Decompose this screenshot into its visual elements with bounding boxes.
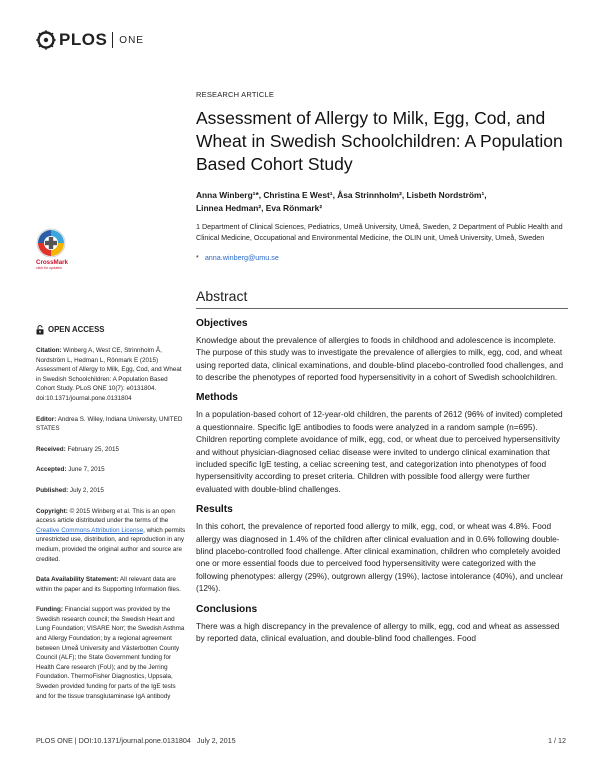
conclusions-text: There was a high discrepancy in the prevalence of allergy to milk, egg, cod and wheat as assessed by reported data, clinical evaluation, and double-blind food challenges. Food <box>196 620 560 644</box>
article-title: Assessment of Allergy to Milk, Egg, Cod, and Wheat in Swedish Schoolchildren: A Population Based Cohort Study <box>196 108 563 174</box>
email-marker: * <box>196 253 199 262</box>
funding-label: Funding: <box>36 606 63 614</box>
received-block <box>36 445 186 455</box>
accepted-date: June 7, 2015 <box>66 466 105 474</box>
license-link[interactable]: Creative Commons Attribution License <box>36 526 144 534</box>
accepted-label: Accepted: <box>36 466 67 474</box>
received-label: Received: <box>36 445 66 453</box>
affiliations: 1 Department of Clinical Sciences, Pediatrics, Umeå University, Umeå, Sweden, 2 Department of Public Health and Clinical Medicine, Occupational and Environmental Medicine, the OLIN unit, Umeå University, Umeå, Sweden <box>196 222 563 242</box>
published-block <box>36 486 186 496</box>
journal-name: ONE <box>119 34 144 46</box>
corresponding-email <box>196 253 568 262</box>
open-lock-icon <box>36 325 44 335</box>
objectives-text: Knowledge about the prevalence of allergies to foods in childhood and adolescence is incomplete. The purpose of this study was to investigate the prevalence of allergies to milk, egg, cod, and wheat using reported data, clinical examinations, and double-blind placebo-controlled food challenges, and to describe the phenotypes of reported food hypersensitivity in a cohort of Swedish schoolchildren. <box>196 334 564 383</box>
authors-line-2: Linnea Hedman², Eva Rönmark² <box>196 202 323 213</box>
author-list <box>196 189 568 214</box>
email-link[interactable]: anna.winberg@umu.se <box>204 253 279 262</box>
published-label: Published: <box>36 486 69 494</box>
crossmark-badge[interactable] <box>36 228 70 270</box>
conclusions-heading: Conclusions <box>196 603 258 615</box>
abstract-divider <box>196 308 568 309</box>
copyright-text-b: , which permits unrestricted use, distribution, and reproduction in any medium, provided the original author and source are credited. <box>36 526 186 563</box>
crossmark-label: CrossMark <box>36 259 68 266</box>
article-main <box>196 90 568 645</box>
brand-name: PLOS <box>59 30 108 49</box>
footer-citation: PLOS ONE | DOI:10.1371/journal.pone.0131804 July 2, 2015 <box>36 736 236 745</box>
methods-text: In a population-based cohort of 12-year-old children, the parents of 2612 (96% of invited) completed a questionnaire. Specific IgE antibodies to foods were analyzed in a random sample (n=695). Children reporting complete avoidance of milk, egg, cod, or wheat due to perceived hypersensitivity and without physician-diagnosed celiac disease were invited to undergo clinical examination that included specific IgE testing, a celiac screening test, and categorization into phenotypes of food hypersensitivity according to preset criteria. Children with possible food allergy were further evaluated with double-blind challenges. <box>196 409 563 494</box>
results-text: In this cohort, the prevalence of reported food allergy to milk, egg, cod, or wheat was 4.8%. Food allergy was diagnosed in 1.4% of the children after clinical evaluation and in 0.6% following double-blind placebo-controlled food challenge. After clinical examination, children who completely avoided one or more essential foods due to perceived food hypersensitivity were categorized with the following phenotypes: allergy (29%), outgrown allergy (19%), lactose intolerance (40%), and unclear (12%). <box>196 521 564 594</box>
citation-text: Winberg A, West CE, Strinnholm Å, Nordström L, Hedman L, Rönmark E (2015) Assessment of Allergy to Milk, Egg, Cod, and Wheat in Swedish Schoolchildren: A Population Based Cohort Study. PLoS ONE 10(7): e0131804. doi:10.1371/journal.pone.0131804 <box>36 347 182 402</box>
open-access-badge <box>36 325 186 335</box>
editor-label: Editor: <box>36 415 57 423</box>
authors-line-1: Anna Winberg¹*, Christina E West¹, Åsa Strinnholm², Lisbeth Nordström¹, <box>196 190 487 200</box>
received-date: February 25, 2015 <box>65 445 119 453</box>
article-sidebar <box>36 325 186 701</box>
citation-label: Citation: <box>36 347 62 354</box>
copyright-label: Copyright: <box>36 507 68 515</box>
accepted-block <box>36 465 186 475</box>
plos-one-logo[interactable] <box>36 30 144 50</box>
abstract-heading: Abstract <box>196 288 248 304</box>
plos-logo-icon <box>36 30 56 50</box>
data-availability-text: All relevant data are within the paper and its Supporting Information files. <box>36 576 181 593</box>
editor-block <box>36 415 186 434</box>
crossmark-icon <box>36 228 66 258</box>
methods-heading: Methods <box>196 392 238 404</box>
funding-text: Financial support was provided by the Swedish research council; the Swedish Heart and Lung Foundation; VISARE Norr; the Swedish Asthma and Allergy Foundation; by a regional agreement between Umeå University and Västerbotten County Council (ALF); the State Government funding for Health Care research (FoU); and by the Jerring Foundation. ThermoFisher Diagnostics, Uppsala, Sweden provided funding for parts of the IgE tests and for the tissue transglutaminase IgA antibody <box>36 606 185 700</box>
open-access-label: OPEN ACCESS <box>48 325 105 335</box>
data-availability-label: Data Availability Statement: <box>36 576 119 584</box>
results-heading: Results <box>196 504 233 516</box>
crossmark-sublabel: click for updates <box>36 266 62 270</box>
citation-block <box>36 346 186 404</box>
objectives-heading: Objectives <box>196 317 248 329</box>
page-footer <box>36 736 566 745</box>
funding-block <box>36 605 186 701</box>
logo-divider <box>112 32 113 48</box>
copyright-text-a: © 2015 Winberg et al. This is an open access article distributed under the terms of the <box>36 507 175 525</box>
data-availability-block <box>36 575 186 594</box>
page-number: 1 / 12 <box>548 736 566 745</box>
copyright-block <box>36 507 186 565</box>
editor-text: Andrea S. Wiley, Indiana University, UNITED STATES <box>36 415 183 433</box>
article-type: RESEARCH ARTICLE <box>196 90 275 99</box>
published-date: July 2, 2015 <box>68 486 104 494</box>
